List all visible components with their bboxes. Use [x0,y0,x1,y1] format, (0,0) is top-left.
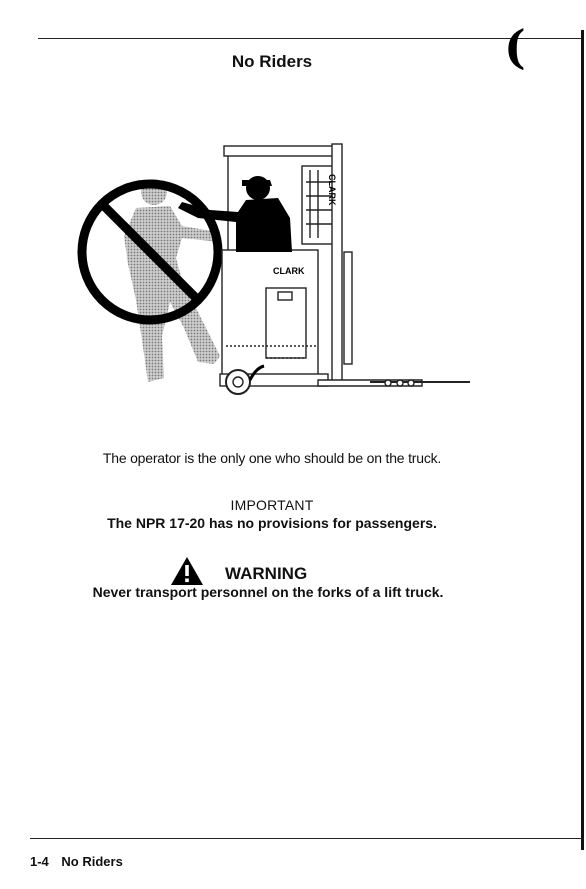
warning-text: Never transport personnel on the forks of a lift truck. [92,584,444,600]
page-title: No Riders [231,52,313,71]
top-rule [38,38,584,39]
body-text: The operator is the only one who should be on the truck. [102,450,442,466]
truck-brand-mast-label: CLARK [327,174,337,206]
binder-bracket-mark: ( [504,20,526,74]
page-edge-shadow [581,30,584,850]
important-text: The NPR 17-20 has no provisions for passengers. [107,515,437,531]
page-footer [30,854,123,869]
warning-label: WARNING [225,564,308,583]
no-riders-illustration [70,140,480,402]
truck-brand-body-label: CLARK [273,266,305,276]
footer-section-title: No Riders [61,854,123,869]
important-label: IMPORTANT [230,497,314,513]
warning-triangle-icon [170,556,204,586]
page-number: 1-4 [30,854,49,869]
operator-figure [178,176,292,252]
bottom-rule [30,838,584,839]
